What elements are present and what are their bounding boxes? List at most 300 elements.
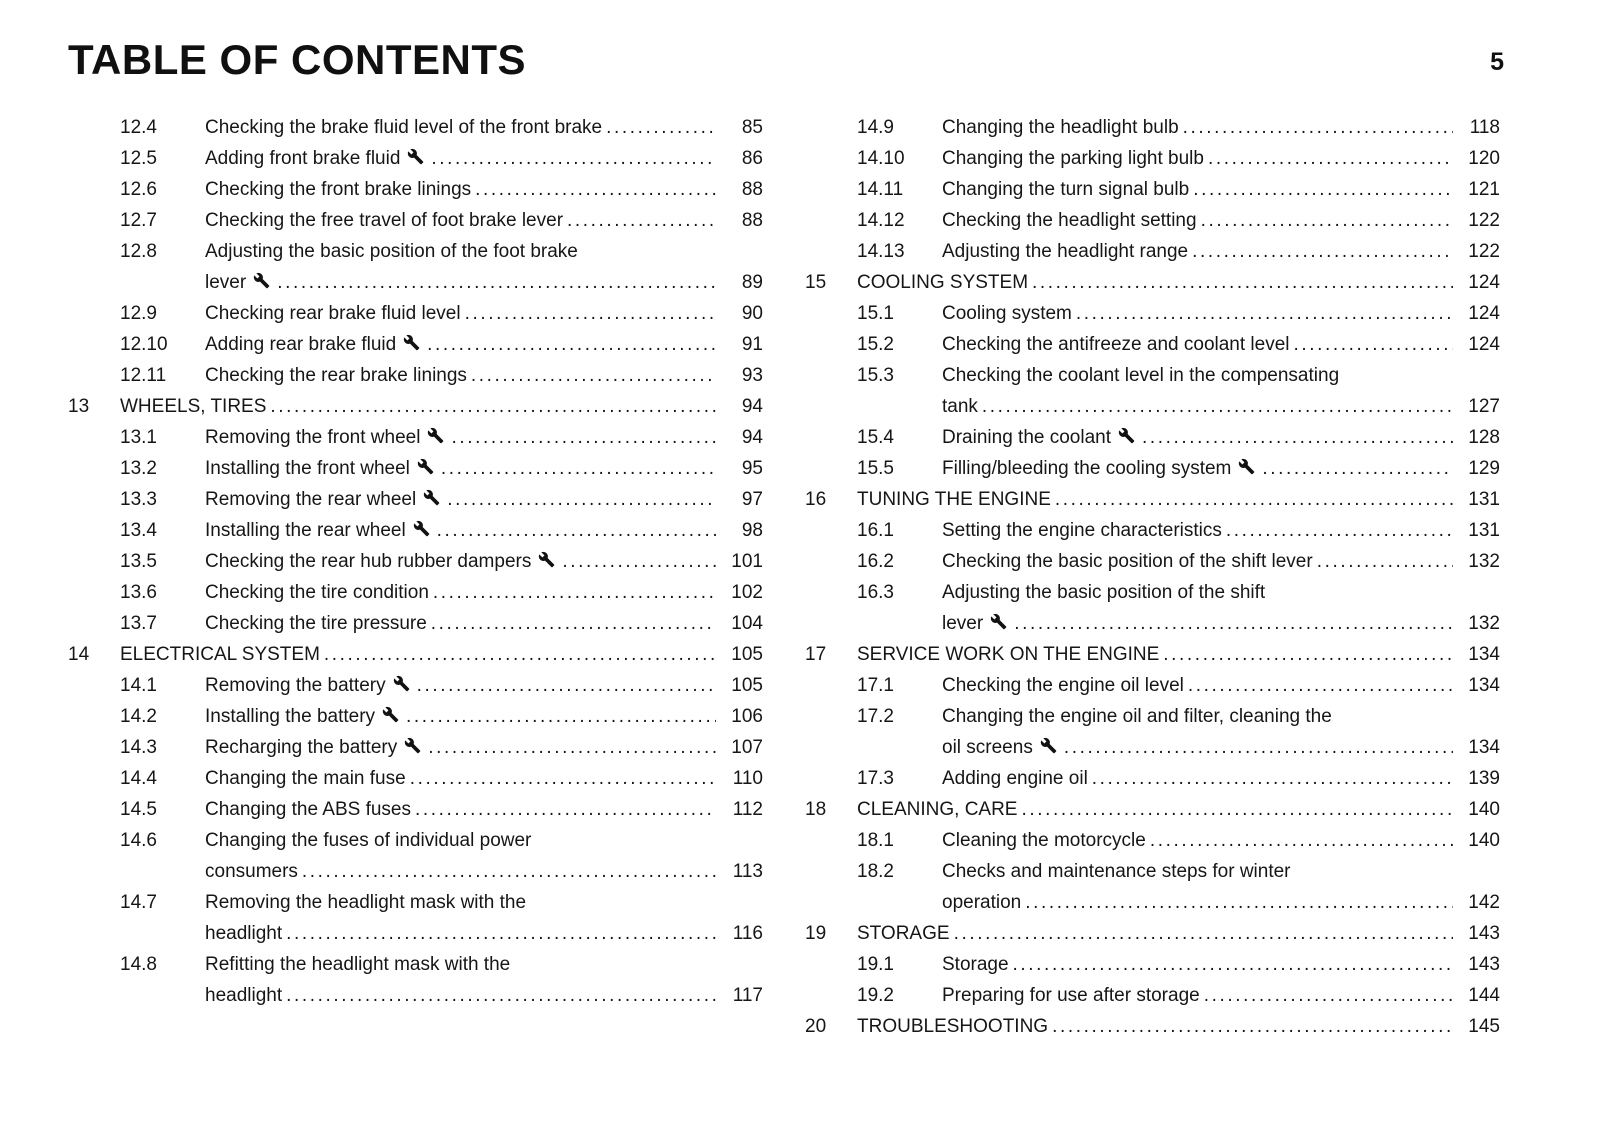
toc-entry-body bbox=[942, 701, 1500, 763]
toc-entry-lastline bbox=[942, 391, 1500, 422]
toc-entry-page: 140 bbox=[1468, 799, 1500, 820]
toc-chapter-row bbox=[805, 918, 1500, 949]
toc-entry-page: 106 bbox=[731, 706, 763, 727]
toc-entry-lastline bbox=[942, 174, 1500, 205]
toc-entry-row bbox=[68, 732, 763, 763]
toc-column-right bbox=[805, 112, 1500, 1042]
toc-entry-title-line: Checking the coolant level in the compensating bbox=[942, 365, 1340, 386]
toc-chapter-row bbox=[805, 639, 1500, 670]
toc-entry-number: 18 bbox=[805, 799, 827, 820]
toc-entry-body bbox=[942, 174, 1500, 205]
toc-entry-page: 93 bbox=[741, 365, 763, 386]
toc-entry-body bbox=[205, 732, 763, 763]
toc-entry-title: Checking the basic position of the shift lever bbox=[942, 551, 1313, 572]
toc-entry-row bbox=[68, 763, 763, 794]
toc-entry-page: 127 bbox=[1468, 396, 1500, 417]
page-header bbox=[0, 0, 1600, 84]
toc-entry-lastline bbox=[205, 112, 763, 143]
dot-leader bbox=[465, 298, 716, 329]
toc-entry-title: Adding front brake fluid bbox=[205, 148, 401, 169]
toc-entry-page: 104 bbox=[731, 613, 763, 634]
toc-entry-title: Draining the coolant bbox=[942, 427, 1111, 448]
toc-entry-page: 129 bbox=[1468, 458, 1500, 479]
toc-entry-title-line: Refitting the headlight mask with the bbox=[205, 954, 511, 975]
page-number: 5 bbox=[1490, 48, 1504, 76]
toc-entry-number: 19.2 bbox=[857, 985, 894, 1006]
toc-entry-row bbox=[805, 112, 1500, 143]
toc-entry-number: 14.7 bbox=[120, 892, 157, 913]
toc-entry-lastline bbox=[942, 670, 1500, 701]
toc-entry-body bbox=[205, 484, 763, 515]
toc-entry-page: 145 bbox=[1468, 1016, 1500, 1037]
toc-entry-title: lever bbox=[205, 272, 247, 293]
toc-entry-lastline bbox=[942, 236, 1500, 267]
toc-entry-page: 89 bbox=[741, 272, 763, 293]
wrench-icon bbox=[407, 148, 424, 165]
toc-entry-number: 14.10 bbox=[857, 148, 905, 169]
toc-entry-lastline bbox=[205, 484, 763, 515]
toc-entry-body bbox=[857, 794, 1500, 825]
toc-entry-number: 17.1 bbox=[857, 675, 894, 696]
toc-entry-page: 90 bbox=[741, 303, 763, 324]
toc-entry-number: 14.2 bbox=[120, 706, 157, 727]
toc-entry-number: 19 bbox=[805, 923, 827, 944]
toc-entry-lastline bbox=[120, 391, 763, 422]
dot-leader bbox=[1092, 763, 1453, 794]
toc-entry-lastline bbox=[205, 267, 763, 298]
toc-entry-lastline bbox=[857, 794, 1500, 825]
dot-leader bbox=[431, 608, 716, 639]
toc-entry-number: 12.11 bbox=[120, 365, 167, 386]
toc-entry-number: 12.4 bbox=[120, 117, 157, 138]
toc-entry-page: 102 bbox=[731, 582, 763, 603]
dot-leader bbox=[441, 453, 716, 484]
toc-entry-row bbox=[68, 422, 763, 453]
toc-chapter-row bbox=[805, 267, 1500, 298]
toc-entry-number: 12.6 bbox=[120, 179, 157, 200]
toc-entry-number: 19.1 bbox=[857, 954, 894, 975]
toc-chapter-row bbox=[805, 484, 1500, 515]
toc-entry-title-line: Changing the fuses of individual power bbox=[205, 830, 532, 851]
toc-entry-page: 105 bbox=[731, 675, 763, 696]
toc-entry-title: Removing the battery bbox=[205, 675, 386, 696]
wrench-icon bbox=[403, 334, 420, 351]
toc-entry-number: 16.2 bbox=[857, 551, 894, 572]
toc-entry-lastline bbox=[942, 732, 1500, 763]
toc-entry-lastline bbox=[205, 608, 763, 639]
toc-entry-body bbox=[205, 887, 763, 949]
toc-entry-title: tank bbox=[942, 396, 978, 417]
toc-entry-row bbox=[805, 453, 1500, 484]
wrench-icon bbox=[538, 551, 555, 568]
toc-entry-row bbox=[805, 670, 1500, 701]
toc-entry-body bbox=[205, 825, 763, 887]
toc-entry-lastline bbox=[205, 174, 763, 205]
toc-entry-row bbox=[68, 701, 763, 732]
toc-entry-body bbox=[205, 670, 763, 701]
toc-entry-page: 132 bbox=[1468, 613, 1500, 634]
toc-entry-row bbox=[68, 298, 763, 329]
toc-entry-row bbox=[805, 298, 1500, 329]
toc-entry-body bbox=[205, 174, 763, 205]
toc-entry-title: Checking the rear hub rubber dampers bbox=[205, 551, 532, 572]
toc-entry-page: 134 bbox=[1468, 644, 1500, 665]
toc-entry-body bbox=[942, 825, 1500, 856]
toc-entry-title: Adding engine oil bbox=[942, 768, 1088, 789]
toc-entry-body bbox=[205, 298, 763, 329]
dot-leader bbox=[1032, 267, 1453, 298]
toc-entry-row bbox=[805, 701, 1500, 763]
toc-entry-title: Checking the antifreeze and coolant level bbox=[942, 334, 1290, 355]
toc-entry-page: 122 bbox=[1468, 241, 1500, 262]
toc-entry-page: 117 bbox=[732, 985, 763, 1006]
toc-entry-number: 12.9 bbox=[120, 303, 157, 324]
dot-leader bbox=[417, 670, 716, 701]
wrench-icon bbox=[413, 520, 430, 537]
dot-leader bbox=[954, 918, 1453, 949]
toc-entry-lastline bbox=[942, 515, 1500, 546]
toc-entry-title: Changing the parking light bulb bbox=[942, 148, 1204, 169]
toc-entry-lastline bbox=[205, 732, 763, 763]
toc-entry-body bbox=[205, 360, 763, 391]
toc-entry-body bbox=[205, 329, 763, 360]
toc-entry-number: 16.1 bbox=[857, 520, 894, 541]
toc-entry-title: Preparing for use after storage bbox=[942, 985, 1200, 1006]
wrench-icon bbox=[1118, 427, 1135, 444]
dot-leader bbox=[428, 732, 716, 763]
dot-leader bbox=[447, 484, 716, 515]
toc-chapter-row bbox=[68, 639, 763, 670]
dot-leader bbox=[1188, 670, 1453, 701]
toc-entry-title: Checking rear brake fluid level bbox=[205, 303, 461, 324]
toc-entry-number: 13.7 bbox=[120, 613, 157, 634]
toc-entry-page: 85 bbox=[741, 117, 763, 138]
toc-entry-number: 13.6 bbox=[120, 582, 157, 603]
dot-leader bbox=[606, 112, 716, 143]
toc-entry-body bbox=[205, 205, 763, 236]
toc-entry-body bbox=[942, 453, 1500, 484]
toc-entry-lastline bbox=[205, 329, 763, 360]
toc-entry-lastline bbox=[205, 763, 763, 794]
toc-entry-page: 140 bbox=[1468, 830, 1500, 851]
dot-leader bbox=[1294, 329, 1453, 360]
toc-entry-body bbox=[942, 763, 1500, 794]
wrench-icon bbox=[1238, 458, 1255, 475]
toc-entry-title-line: Removing the headlight mask with the bbox=[205, 892, 527, 913]
toc-entry-lastline bbox=[857, 484, 1500, 515]
dot-leader bbox=[406, 701, 716, 732]
toc-entry-title: Checking the engine oil level bbox=[942, 675, 1184, 696]
toc-entry-lastline bbox=[942, 453, 1500, 484]
dot-leader bbox=[1204, 980, 1453, 1011]
toc-entry-lastline bbox=[205, 422, 763, 453]
toc-entry-number: 18.2 bbox=[857, 861, 894, 882]
toc-entry-lastline bbox=[205, 856, 763, 887]
toc-entry-number: 13.4 bbox=[120, 520, 157, 541]
toc-entry-lastline bbox=[942, 329, 1500, 360]
toc-entry-body bbox=[205, 515, 763, 546]
toc-chapter-row bbox=[805, 794, 1500, 825]
toc-entry-body bbox=[205, 422, 763, 453]
toc-entry-row bbox=[805, 329, 1500, 360]
toc-entry-body bbox=[857, 918, 1500, 949]
toc-entry-title: Checking the brake fluid level of the front brake bbox=[205, 117, 603, 138]
toc-entry-row bbox=[68, 515, 763, 546]
toc-entry-number: 14.6 bbox=[120, 830, 157, 851]
toc-entry-row bbox=[68, 329, 763, 360]
toc-entry-title: Installing the front wheel bbox=[205, 458, 410, 479]
toc-entry-body bbox=[205, 453, 763, 484]
dot-leader bbox=[1183, 112, 1453, 143]
toc-entry-row bbox=[805, 949, 1500, 980]
wrench-icon bbox=[1040, 737, 1057, 754]
toc-entry-title: Cleaning the motorcycle bbox=[942, 830, 1146, 851]
toc-entry-page: 116 bbox=[732, 923, 763, 944]
toc-entry-body bbox=[205, 794, 763, 825]
toc-entry-page: 144 bbox=[1468, 985, 1500, 1006]
toc-entry-page: 95 bbox=[741, 458, 763, 479]
toc-entry-body bbox=[942, 329, 1500, 360]
toc-entry-title: Changing the headlight bulb bbox=[942, 117, 1179, 138]
dot-leader bbox=[471, 360, 716, 391]
toc-entry-title: Checking the tire condition bbox=[205, 582, 429, 603]
wrench-icon bbox=[382, 706, 399, 723]
dot-leader bbox=[1208, 143, 1453, 174]
dot-leader bbox=[270, 391, 716, 422]
toc-entry-title: Adjusting the headlight range bbox=[942, 241, 1189, 262]
toc-entry-row bbox=[68, 949, 763, 1011]
toc-entry-page: 105 bbox=[731, 644, 763, 665]
toc-entry-title-line: Checks and maintenance steps for winter bbox=[942, 861, 1291, 882]
toc-entry-number: 14.4 bbox=[120, 768, 157, 789]
toc-entry-number: 15.5 bbox=[857, 458, 894, 479]
toc-entry-lastline bbox=[857, 1011, 1500, 1042]
toc-entry-number: 12.10 bbox=[120, 334, 168, 355]
dot-leader bbox=[410, 763, 716, 794]
toc-entry-number: 16.3 bbox=[857, 582, 894, 603]
toc-entry-lastline bbox=[205, 918, 763, 949]
toc-entry-page: 134 bbox=[1468, 675, 1500, 696]
toc-entry-page: 120 bbox=[1468, 148, 1500, 169]
toc-entry-title: Checking the free travel of foot brake lever bbox=[205, 210, 564, 231]
toc-column-left bbox=[68, 112, 763, 1042]
toc-entry-number: 15.2 bbox=[857, 334, 894, 355]
toc-entry-row bbox=[805, 546, 1500, 577]
toc-entry-body bbox=[942, 949, 1500, 980]
toc-entry-number: 15.3 bbox=[857, 365, 894, 386]
toc-entry-lastline bbox=[205, 205, 763, 236]
toc-entry-title: Cooling system bbox=[942, 303, 1072, 324]
toc-entry-lastline bbox=[942, 422, 1500, 453]
toc-entry-title: SERVICE WORK ON THE ENGINE bbox=[857, 644, 1160, 665]
toc-entry-lastline bbox=[942, 608, 1500, 639]
dot-leader bbox=[437, 515, 716, 546]
toc-entry-row bbox=[68, 360, 763, 391]
toc-entry-lastline bbox=[942, 763, 1500, 794]
toc-entry-title: Filling/bleeding the cooling system bbox=[942, 458, 1232, 479]
toc-entry-row bbox=[68, 794, 763, 825]
toc-entry-page: 131 bbox=[1468, 489, 1500, 510]
toc-entry-lastline bbox=[942, 980, 1500, 1011]
toc-entry-body bbox=[942, 143, 1500, 174]
toc-entry-body bbox=[205, 701, 763, 732]
toc-entry-page: 91 bbox=[741, 334, 763, 355]
toc-columns bbox=[0, 84, 1600, 1042]
toc-entry-number: 12.5 bbox=[120, 148, 157, 169]
toc-entry-title: WHEELS, TIRES bbox=[120, 396, 267, 417]
page-title: TABLE OF CONTENTS bbox=[68, 36, 527, 83]
toc-entry-page: 107 bbox=[731, 737, 763, 758]
dot-leader bbox=[1226, 515, 1453, 546]
toc-entry-row bbox=[68, 174, 763, 205]
toc-entry-body bbox=[120, 639, 763, 670]
toc-entry-page: 134 bbox=[1468, 737, 1500, 758]
dot-leader bbox=[1013, 949, 1453, 980]
wrench-icon bbox=[417, 458, 434, 475]
dot-leader bbox=[1021, 794, 1453, 825]
dot-leader bbox=[1076, 298, 1453, 329]
toc-entry-title: STORAGE bbox=[857, 923, 950, 944]
toc-entry-body bbox=[942, 980, 1500, 1011]
toc-entry-number: 20 bbox=[805, 1016, 827, 1037]
toc-entry-lastline bbox=[120, 639, 763, 670]
toc-chapter-row bbox=[805, 1011, 1500, 1042]
dot-leader bbox=[1150, 825, 1453, 856]
toc-entry-title: Changing the ABS fuses bbox=[205, 799, 411, 820]
toc-entry-title: Removing the rear wheel bbox=[205, 489, 417, 510]
toc-entry-number: 12.7 bbox=[120, 210, 157, 231]
toc-entry-number: 14.5 bbox=[120, 799, 157, 820]
toc-entry-number: 17 bbox=[805, 644, 827, 665]
dot-leader bbox=[415, 794, 716, 825]
toc-entry-row bbox=[68, 825, 763, 887]
toc-entry-body bbox=[942, 112, 1500, 143]
toc-entry-row bbox=[68, 112, 763, 143]
toc-entry-number: 13.5 bbox=[120, 551, 157, 572]
toc-entry-page: 88 bbox=[741, 210, 763, 231]
wrench-icon bbox=[253, 272, 270, 289]
toc-entry-page: 124 bbox=[1468, 303, 1500, 324]
toc-entry-page: 132 bbox=[1468, 551, 1500, 572]
dot-leader bbox=[277, 267, 716, 298]
toc-entry-page: 98 bbox=[741, 520, 763, 541]
toc-entry-row bbox=[68, 887, 763, 949]
wrench-icon bbox=[423, 489, 440, 506]
toc-entry-page: 86 bbox=[741, 148, 763, 169]
toc-entry-title: consumers bbox=[205, 861, 298, 882]
toc-entry-row bbox=[805, 763, 1500, 794]
toc-entry-page: 94 bbox=[741, 427, 763, 448]
toc-entry-page: 122 bbox=[1468, 210, 1500, 231]
toc-chapter-row bbox=[68, 391, 763, 422]
toc-entry-title: Changing the turn signal bulb bbox=[942, 179, 1190, 200]
toc-entry-body bbox=[942, 670, 1500, 701]
toc-entry-row bbox=[805, 236, 1500, 267]
dot-leader bbox=[1192, 236, 1453, 267]
toc-entry-row bbox=[805, 577, 1500, 639]
toc-entry-row bbox=[68, 608, 763, 639]
toc-entry-number: 12.8 bbox=[120, 241, 157, 262]
toc-entry-row bbox=[805, 174, 1500, 205]
toc-entry-number: 14.11 bbox=[857, 179, 904, 200]
toc-entry-title: headlight bbox=[205, 923, 283, 944]
toc-entry-body bbox=[942, 515, 1500, 546]
toc-entry-lastline bbox=[205, 670, 763, 701]
toc-entry-row bbox=[68, 143, 763, 174]
toc-entry-lastline bbox=[857, 918, 1500, 949]
toc-entry-row bbox=[805, 422, 1500, 453]
toc-entry-number: 13.3 bbox=[120, 489, 157, 510]
toc-entry-body bbox=[205, 949, 763, 1011]
toc-entry-lastline bbox=[205, 980, 763, 1011]
dot-leader bbox=[302, 856, 716, 887]
toc-entry-page: 131 bbox=[1468, 520, 1500, 541]
dot-leader bbox=[451, 422, 716, 453]
toc-entry-title: TROUBLESHOOTING bbox=[857, 1016, 1049, 1037]
toc-entry-body bbox=[857, 1011, 1500, 1042]
toc-entry-lastline bbox=[205, 143, 763, 174]
toc-entry-title-line: Adjusting the basic position of the foot brake bbox=[205, 241, 578, 262]
toc-entry-lastline bbox=[942, 205, 1500, 236]
toc-entry-lastline bbox=[857, 267, 1500, 298]
dot-leader bbox=[1142, 422, 1453, 453]
toc-entry-number: 14.1 bbox=[120, 675, 157, 696]
toc-entry-title: Checking the front brake linings bbox=[205, 179, 472, 200]
toc-entry-body bbox=[120, 391, 763, 422]
toc-entry-row bbox=[805, 980, 1500, 1011]
toc-entry-number: 14.9 bbox=[857, 117, 894, 138]
toc-entry-lastline bbox=[942, 143, 1500, 174]
toc-entry-title: lever bbox=[942, 613, 984, 634]
dot-leader bbox=[1193, 174, 1453, 205]
toc-entry-title: Checking the headlight setting bbox=[942, 210, 1197, 231]
toc-entry-title: Checking the rear brake linings bbox=[205, 365, 467, 386]
dot-leader bbox=[431, 143, 716, 174]
toc-entry-title: ELECTRICAL SYSTEM bbox=[120, 644, 320, 665]
toc-entry-title: Changing the main fuse bbox=[205, 768, 406, 789]
toc-entry-title: Recharging the battery bbox=[205, 737, 398, 758]
wrench-icon bbox=[404, 737, 421, 754]
wrench-icon bbox=[990, 613, 1007, 630]
toc-entry-page: 110 bbox=[732, 768, 763, 789]
toc-entry-body bbox=[205, 236, 763, 298]
dot-leader bbox=[982, 391, 1453, 422]
toc-entry-body bbox=[857, 639, 1500, 670]
toc-entry-row bbox=[805, 360, 1500, 422]
toc-entry-page: 143 bbox=[1468, 954, 1500, 975]
toc-entry-number: 14.3 bbox=[120, 737, 157, 758]
toc-entry-row bbox=[68, 577, 763, 608]
dot-leader bbox=[427, 329, 716, 360]
toc-entry-lastline bbox=[205, 515, 763, 546]
toc-entry-number: 17.2 bbox=[857, 706, 894, 727]
toc-entry-body bbox=[942, 236, 1500, 267]
toc-entry-lastline bbox=[942, 112, 1500, 143]
toc-entry-body bbox=[205, 143, 763, 174]
toc-entry-lastline bbox=[942, 887, 1500, 918]
dot-leader bbox=[286, 980, 716, 1011]
toc-entry-lastline bbox=[205, 577, 763, 608]
toc-entry-page: 94 bbox=[741, 396, 763, 417]
dot-leader bbox=[475, 174, 716, 205]
toc-entry-title: Setting the engine characteristics bbox=[942, 520, 1222, 541]
toc-entry-number: 15 bbox=[805, 272, 827, 293]
toc-entry-number: 13.1 bbox=[120, 427, 157, 448]
toc-entry-title: Adding rear brake fluid bbox=[205, 334, 397, 355]
toc-entry-row bbox=[68, 205, 763, 236]
toc-entry-row bbox=[805, 205, 1500, 236]
toc-entry-number: 16 bbox=[805, 489, 827, 510]
